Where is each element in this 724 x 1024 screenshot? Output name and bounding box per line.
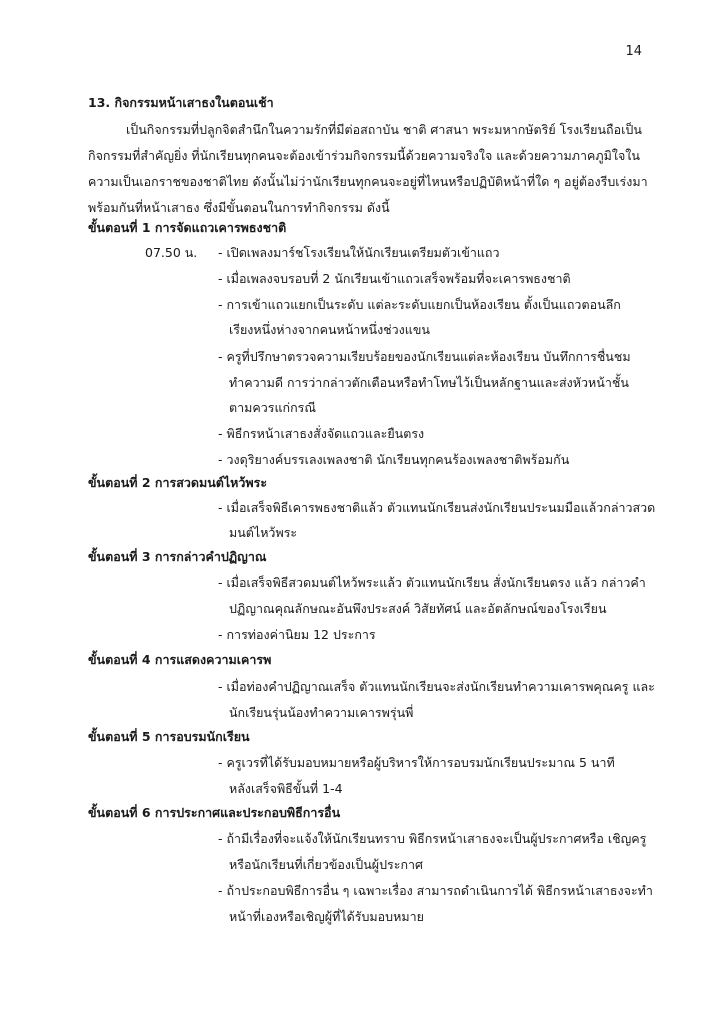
intro-line-4: พร้อมกันที่หน้าเสาธง ซึ่งมีขั้นตอนในการทำกิจกรรม ดังนี้ [88, 200, 390, 215]
step-1-item-5: - พิธีกรหน้าเสาธงสั่งจัดแถวและยืนตรง [218, 426, 425, 441]
step-1-item-6: - วงดุริยางค์บรรเลงเพลงชาติ นักเรียนทุกคนร้องเพลงชาติพร้อมกัน [218, 452, 570, 467]
step-4-item-1-cont: นักเรียนรุ่นน้องทำความเคารพรุ่นพี่ [229, 705, 414, 720]
page-number: 14 [625, 44, 642, 59]
step-2-item-1-cont: มนต์ไหว้พระ [229, 525, 298, 540]
step-3-item-1-cont: ปฏิญาณคุณลักษณะอันพึงประสงค์ วิสัยทัศน์ และอัตลักษณ์ของโรงเรียน [229, 601, 607, 616]
intro-line-1: เป็นกิจกรรมที่ปลูกจิตสำนึกในความรักที่มีต่อสถาบัน ชาติ ศาสนา พระมหากษัตริย์ โรงเรียนถือเป็น [126, 122, 642, 137]
step-1-item-3: - การเข้าแถวแยกเป็นระดับ แต่ละระดับแยกเป็นห้องเรียน ตั้งเป็นแถวตอนลึก [218, 297, 621, 312]
step-6-item-1-cont: หรือนักเรียนที่เกี่ยวข้องเป็นผู้ประกาศ [229, 857, 423, 872]
step-1-item-2: - เมื่อเพลงจบรอบที่ 2 นักเรียนเข้าแถวเสร็จพร้อมที่จะเคารพธงชาติ [218, 271, 571, 286]
step-1-item-1: - เปิดเพลงมาร์ชโรงเรียนให้นักเรียนเตรียมตัวเข้าแถว [218, 245, 500, 260]
step-3-title: ขั้นตอนที่ 3 การกล่าวคำปฏิญาณ [88, 549, 267, 564]
step-6-item-1: - ถ้ามีเรื่องที่จะแจ้งให้นักเรียนทราบ พิธีกรหน้าเสาธงจะเป็นผู้ประกาศหรือ เชิญครู [218, 831, 647, 846]
step-5-item-1: - ครูเวรที่ได้รับมอบหมายหรือผู้บริหารให้การอบรมนักเรียนประมาณ 5 นาที [218, 755, 615, 770]
step-2-item-1: - เมื่อเสร็จพิธีเคารพธงชาติแล้ว ตัวแทนนักเรียนส่งนักเรียนประนมมือแล้วกล่าวสวด [218, 500, 656, 515]
step-5-item-1-cont: หลังเสร็จพิธีขั้นที่ 1-4 [229, 781, 343, 796]
step-6-item-2: - ถ้าประกอบพิธีการอื่น ๆ เฉพาะเรื่อง สามารถดำเนินการได้ พิธีกรหน้าเสาธงจะทำ [218, 883, 653, 898]
step-3-item-1: - เมื่อเสร็จพิธีสวดมนต์ไหว้พระแล้ว ตัวแทนนักเรียน สั่งนักเรียนตรง แล้ว กล่าวคำ [218, 575, 646, 590]
step-1-item-3-cont: เรียงหนึ่งห่างจากคนหน้าหนึ่งช่วงแขน [229, 322, 430, 337]
step-1-item-4: - ครูที่ปรึกษาตรวจความเรียบร้อยของนักเรียนแต่ละห้องเรียน บันทึกการชื่นชม [218, 349, 631, 364]
step-1-item-4-cont-2: ตามควรแก่กรณี [229, 400, 316, 415]
intro-line-2: กิจกรรมที่สำคัญยิ่ง ที่นักเรียนทุกคนจะต้องเข้าร่วมกิจกรรมนี้ด้วยความจริงใจ และด้วยความภาคภูมิใจใน [88, 148, 640, 163]
intro-line-3: ความเป็นเอกราชของชาติไทย ดังนั้นไม่ว่านักเรียนทุกคนจะอยู่ที่ไหนหรือปฏิบัติหน้าที่ใด ๆ อยู่ต้องรีบเร่งมา [88, 174, 648, 189]
step-1-item-4-cont: ทำความดี การว่ากล่าวตักเตือนหรือทำโทษไว้เป็นหลักฐานและส่งหัวหน้าชั้น [229, 375, 629, 390]
step-5-title: ขั้นตอนที่ 5 การอบรมนักเรียน [88, 729, 250, 744]
step-4-title: ขั้นตอนที่ 4 การแสดงความเคารพ [88, 652, 272, 667]
step-1-time: 07.50 น. [145, 245, 198, 260]
step-2-title: ขั้นตอนที่ 2 การสวดมนต์ไหว้พระ [88, 475, 268, 490]
step-3-item-2: - การท่องค่านิยม 12 ประการ [218, 627, 376, 642]
section-title: 13. กิจกรรมหน้าเสาธงในตอนเช้า [88, 95, 274, 110]
step-6-title: ขั้นตอนที่ 6 การประกาศและประกอบพิธีการอื่น [88, 805, 341, 820]
step-4-item-1: - เมื่อท่องคำปฏิญาณเสร็จ ตัวแทนนักเรียนจะส่งนักเรียนทำความเคารพคุณครู และ [218, 679, 655, 694]
step-6-item-2-cont: หน้าที่เองหรือเชิญผู้ที่ได้รับมอบหมาย [229, 909, 424, 924]
step-1-title: ขั้นตอนที่ 1 การจัดแถวเคารพธงชาติ [88, 220, 287, 235]
